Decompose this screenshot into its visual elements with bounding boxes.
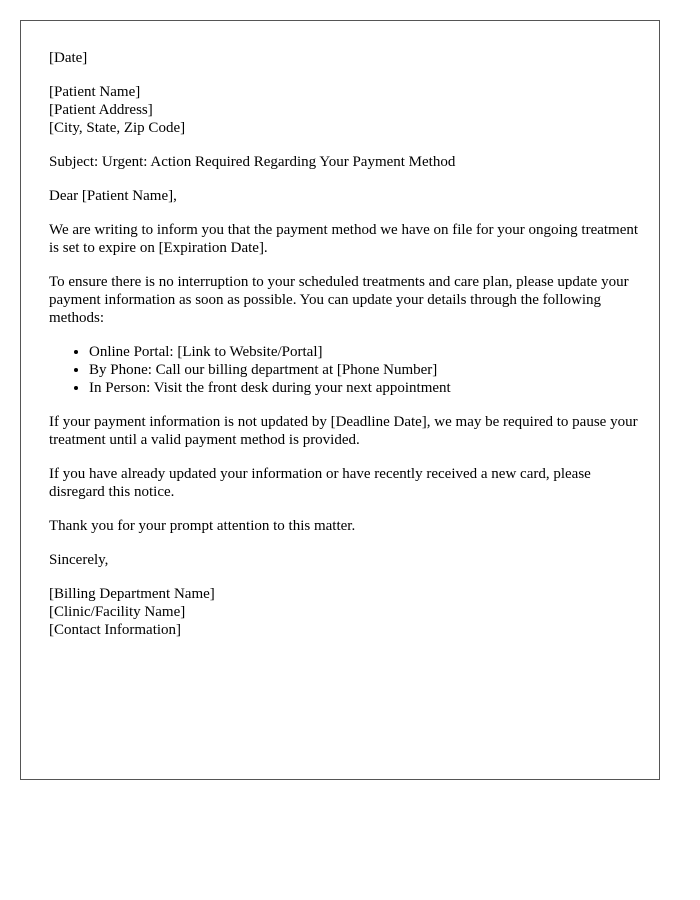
method-by-phone: • By Phone: Call our billing department at [Phone Number] [89, 361, 639, 379]
paragraph-update-request: To ensure there is no interruption to your scheduled treatments and care plan, please update your payment information as soon as possible. You can update your details through the following methods: [49, 274, 629, 326]
letter-body [49, 49, 639, 655]
letter-date: [Date] [49, 50, 88, 66]
paragraph-disregard-notice: If you have already updated your information or have recently received a new card, please disregard this notice. [49, 466, 591, 500]
letter-closing: Sincerely, [49, 552, 109, 568]
signature-block [49, 585, 639, 639]
recipient-city-state-zip: [City, State, Zip Code] [49, 120, 186, 136]
signature-contact: [Contact Information] [49, 622, 182, 638]
update-methods-list [49, 343, 639, 397]
signature-department: [Billing Department Name] [49, 586, 215, 602]
recipient-address: [Patient Address] [49, 102, 153, 118]
letter-frame [20, 20, 660, 780]
paragraph-expiration-notice: We are writing to inform you that the payment method we have on file for your ongoing treatment is set to expire on [Expiration Date]. [49, 222, 639, 256]
method-in-person: • In Person: Visit the front desk during your next appointment [89, 379, 639, 397]
letter-salutation: Dear [Patient Name], [49, 188, 177, 204]
method-online-portal: • Online Portal: [Link to Website/Portal] [89, 343, 639, 361]
letter-subject: Subject: Urgent: Action Required Regarding Your Payment Method [49, 154, 456, 170]
recipient-name: [Patient Name] [49, 84, 141, 100]
paragraph-thank-you: Thank you for your prompt attention to this matter. [49, 518, 356, 534]
recipient-address-block [49, 83, 639, 137]
signature-facility: [Clinic/Facility Name] [49, 604, 186, 620]
paragraph-deadline-warning: If your payment information is not updated by [Deadline Date], we may be required to pause your treatment until a valid payment method is provided. [49, 414, 638, 448]
